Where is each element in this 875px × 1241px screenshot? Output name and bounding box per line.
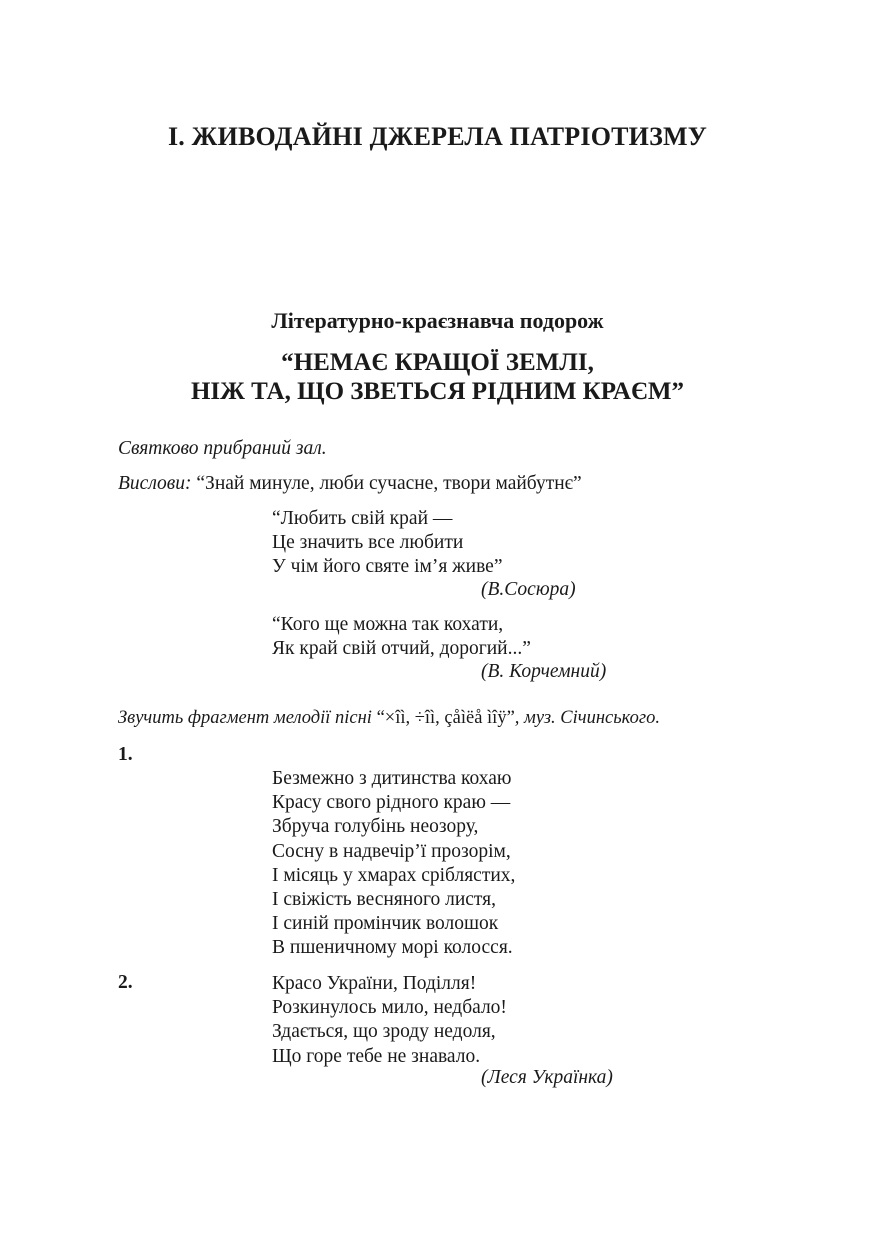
- melody-song-title: “×îì, ÷îì, çåìëå ìîÿ”: [376, 708, 515, 728]
- stanza-1-line: І свіжість весняного листя,: [272, 889, 497, 911]
- melody-note: [118, 708, 660, 729]
- melody-note-suffix: , муз. Січинського.: [514, 708, 660, 728]
- sayings-label: Вислови:: [118, 473, 192, 494]
- stage-note: Святково прибраний зал.: [118, 438, 327, 459]
- stanza-2-author: (Леся Українка): [481, 1067, 613, 1088]
- stanza-2-line: Що горе тебе не знавало.: [272, 1045, 481, 1067]
- quote-2: [272, 613, 531, 661]
- stanza-2: [272, 972, 507, 1069]
- stanza-2-line: Здається, що зроду недоля,: [272, 1021, 496, 1043]
- stanza-1-line: І місяць у хмарах сріблястих,: [272, 864, 516, 886]
- sayings-text: “Знай минуле, люби сучасне, твори майбутнє”: [196, 473, 582, 494]
- stanza-1-line: Збруча голубінь неозору,: [272, 816, 479, 838]
- stanza-1-line: Безмежно з дитинства кохаю: [272, 768, 512, 789]
- subtitle: Літературно-краєзнавча подорож: [271, 308, 604, 333]
- stanza-2-number: 2.: [118, 972, 133, 993]
- title-line-2: НІЖ ТА, ЩО ЗВЕТЬСЯ РІДНИМ КРАЄМ”: [190, 378, 684, 405]
- stanza-1-line: В пшеничному морі колосся.: [272, 937, 513, 959]
- quote-2-line: “Кого ще можна так кохати,: [272, 614, 504, 635]
- quote-2-author: (В. Корчемний): [481, 661, 607, 682]
- quote-1-line: У чім його святе ім’я живе”: [272, 556, 503, 578]
- stanza-1-line: Сосну в надвечір’ї прозорім,: [272, 840, 511, 862]
- quote-1-author: (В.Сосюра): [481, 579, 576, 600]
- stanza-1: [272, 767, 515, 961]
- stanza-2-line: Розкинулось мило, недбало!: [272, 997, 507, 1019]
- quote-1: [272, 507, 502, 580]
- chapter-heading: І. ЖИВОДАЙНІ ДЖЕРЕЛА ПАТРІОТИЗМУ: [167, 122, 708, 151]
- melody-note-prefix: Звучить фрагмент мелодії пісні: [118, 708, 372, 728]
- quote-2-line: Як край свій отчий, дорогий...”: [272, 638, 531, 660]
- title-line-1: “НЕМАЄ КРАЩОЇ ЗЕМЛІ,: [281, 349, 594, 376]
- sayings: [118, 473, 582, 495]
- stanza-1-line: І синій промінчик волошок: [272, 913, 499, 935]
- stanza-2-line: Красо України, Поділля!: [272, 973, 477, 994]
- quote-1-line: Це значить все любити: [272, 532, 464, 554]
- stanza-1-number: 1.: [118, 744, 133, 765]
- stanza-1-line: Красу свого рідного краю —: [272, 792, 511, 814]
- quote-1-line: “Любить свій край —: [272, 508, 453, 529]
